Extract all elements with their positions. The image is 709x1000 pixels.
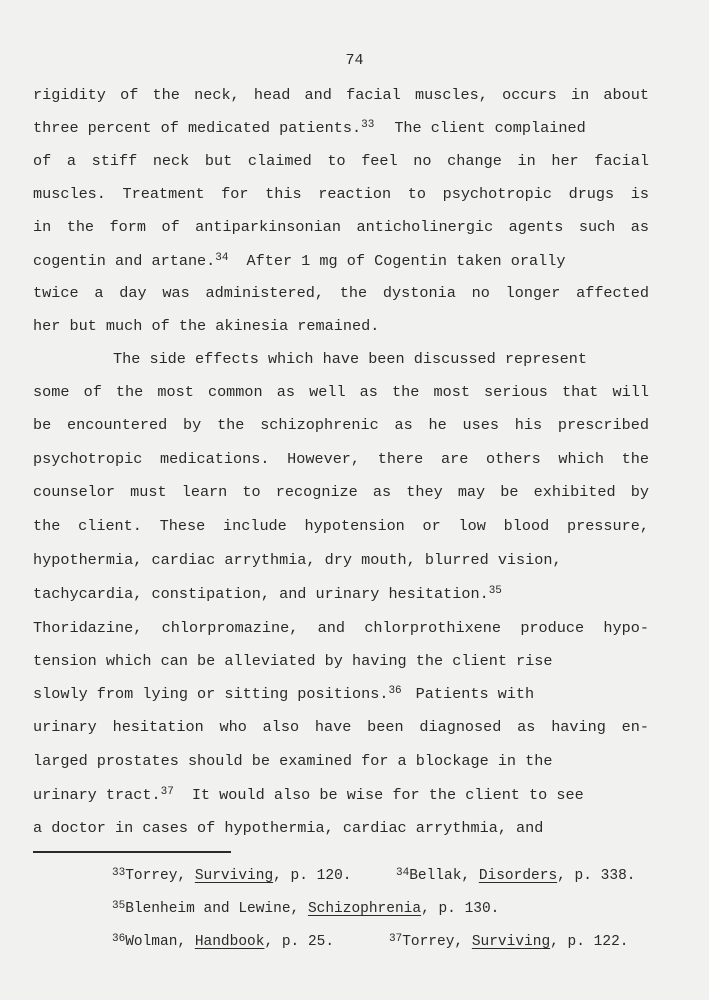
- page-number: 74: [345, 52, 364, 69]
- footnote-ref-35: 35: [488, 585, 502, 597]
- body-line: urinary tract.$^{37}$ It would also be wise for the client to see: [33, 786, 584, 804]
- footnote-divider: [33, 851, 231, 853]
- body-line: of a stiff neck but claimed to feel no change in her facial: [33, 152, 649, 170]
- footnote-37: $^{37}$Torrey, Surviving, p. 122.: [389, 933, 629, 950]
- footnote-35: $^{35}$Blenheim and Lewine, Schizophrenia, p. 130.: [112, 900, 500, 917]
- body-line: twice a day was administered, the dystonia no longer affected: [33, 284, 649, 302]
- body-line: her but much of the akinesia remained.: [33, 317, 380, 335]
- body-line: larged prostates should be examined for a blockage in the: [33, 752, 553, 770]
- body-line: psychotropic medications. However, there are others which the: [33, 450, 649, 468]
- footnote-ref-37: 37: [160, 786, 174, 798]
- footnote-34: $^{34}$Bellak, Disorders, p. 338.: [396, 867, 636, 884]
- body-line: muscles. Treatment for this reaction to psychotropic drugs is: [33, 185, 649, 203]
- body-line: a doctor in cases of hypothermia, cardiac arrythmia, and: [33, 819, 544, 837]
- body-line: The side effects which have been discussed represent: [113, 350, 587, 368]
- footnote-ref-36: 36: [388, 685, 402, 697]
- body-line: urinary hesitation who also have been diagnosed as having en-: [33, 718, 649, 736]
- body-line: the client. These include hypotension or low blood pressure,: [33, 517, 649, 535]
- body-line: tachycardia, constipation, and urinary hesitation.$^{35}$: [33, 585, 502, 603]
- body-line: counselor must learn to recognize as they may be exhibited by: [33, 483, 649, 501]
- body-line: some of the most common as well as the most serious that will: [33, 383, 649, 401]
- body-line: slowly from lying or sitting positions.$^{36}$ Patients with: [33, 685, 535, 703]
- body-line: be encountered by the schizophrenic as he uses his prescribed: [33, 416, 649, 434]
- footnote-ref-34: 34: [215, 252, 229, 264]
- footnote-33: $^{33}$Torrey, Surviving, p. 120.: [112, 867, 352, 884]
- footnote-36: $^{36}$Wolman, Handbook, p. 25.: [112, 933, 335, 950]
- body-line: three percent of medicated patients.$^{33}$ The client complained: [33, 119, 586, 137]
- body-line: Thoridazine, chlorpromazine, and chlorprothixene produce hypo-: [33, 619, 649, 637]
- body-line: tension which can be alleviated by having the client rise: [33, 652, 553, 670]
- body-line: rigidity of the neck, head and facial muscles, occurs in about: [33, 86, 649, 104]
- body-line: cogentin and artane.$^{34}$ After 1 mg of Cogentin taken orally: [33, 252, 566, 270]
- footnote-ref-33: 33: [361, 119, 375, 131]
- body-line: in the form of antiparkinsonian anticholinergic agents such as: [33, 218, 649, 236]
- body-line: hypothermia, cardiac arrythmia, dry mouth, blurred vision,: [33, 551, 562, 569]
